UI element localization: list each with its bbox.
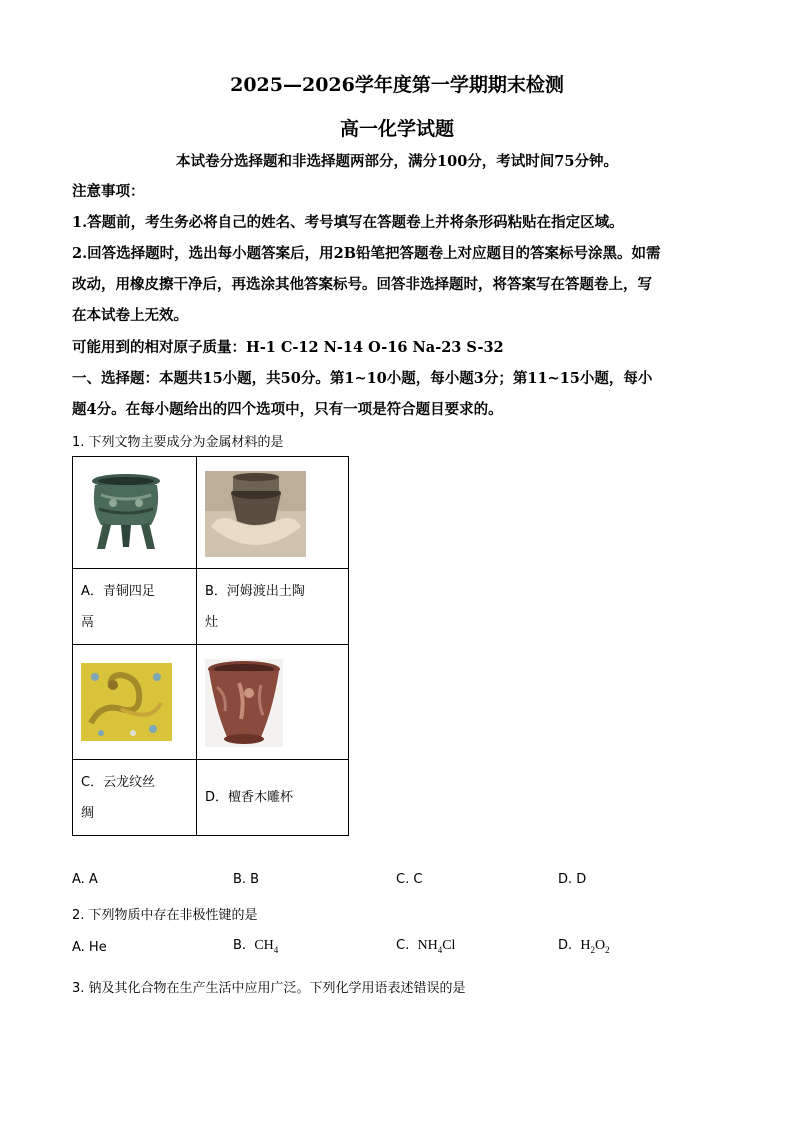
formula-ch4: $CH_4$ [254, 938, 279, 955]
q2-option-b-letter: B. [233, 938, 247, 953]
sandalwood-cup-image [205, 659, 283, 747]
bronze-vessel-image [81, 469, 171, 555]
page-title: 2025—2026学年度第一学期期末检测 [230, 74, 564, 96]
relics-table [72, 456, 349, 836]
relic-b-label-line2: 灶 [205, 614, 219, 630]
relic-c-label-cell [73, 760, 197, 836]
silk-dragon-image [81, 663, 172, 741]
q1-option-b[interactable]: B. B [233, 872, 260, 887]
relic-b-label-cell [197, 569, 349, 645]
page-subtitle: 高一化学试题 [339, 118, 454, 140]
notice-heading: 注意事项： [72, 183, 145, 200]
q2-option-c[interactable] [396, 938, 455, 955]
relic-a-label-cell [73, 569, 197, 645]
relic-a-label-line2: 鬲 [81, 614, 95, 630]
q1-option-a[interactable]: A. A [72, 872, 98, 887]
section1-line1: 一、选择题：本题共15小题，共50分。第1~10小题，每小题3分；第11~15小题，每小 [72, 370, 653, 387]
notice-item-2-end: 在本试卷上无效。 [72, 307, 188, 324]
question-3-stem: 3. 钠及其化合物在生产生活中应用广泛。下列化学用语表述错误的是 [72, 981, 466, 996]
formula-h2o2: $H_2O_2$ [580, 938, 610, 955]
formula-nh4cl: $NH_4Cl$ [417, 938, 456, 955]
question-2-stem: 2. 下列物质中存在非极性键的是 [72, 908, 258, 923]
q2-option-d[interactable] [558, 938, 610, 955]
relic-c-label-line2: 绸 [81, 805, 95, 821]
notice-item-1: 1.答题前，考生务必将自己的姓名、考号填写在答题卷上并将条形码粘贴在指定区域。 [72, 214, 624, 231]
section1-line2: 题4分。在每小题给出的四个选项中，只有一项是符合题目要求的。 [72, 401, 503, 418]
notice-item-2-cont: 改动，用橡皮擦干净后，再选涂其他答案标号。回答非选择题时，将答案写在答题卷上，写 [72, 276, 652, 293]
relic-d-label-cell [197, 760, 349, 836]
relic-c-image-cell [73, 645, 197, 760]
relic-b-label-line1: B．河姆渡出土陶 [205, 583, 305, 599]
q2-option-d-letter: D. [558, 938, 573, 953]
q2-option-a[interactable]: A. He [72, 940, 107, 955]
relic-a-label-line1: A．青铜四足 [81, 583, 155, 599]
exam-intro: 本试卷分选择题和非选择题两部分，满分100分，考试时间75分钟。 [176, 153, 618, 170]
q2-option-b[interactable] [233, 938, 278, 955]
relic-d-label-line1: D．檀香木雕杯 [205, 790, 294, 805]
q1-option-c[interactable]: C. C [396, 872, 423, 887]
relic-c-label-line1: C．云龙纹丝 [81, 774, 156, 790]
pottery-stove-image [205, 471, 306, 557]
relic-a-image-cell [73, 457, 197, 569]
q2-option-c-letter: C. [396, 938, 410, 953]
notice-item-2: 2.回答选择题时，选出每小题答案后，用2B铅笔把答题卷上对应题目的答案标号涂黑。如需 [72, 245, 661, 262]
relic-b-image-cell [197, 457, 349, 569]
question-1-stem: 1. 下列文物主要成分为金属材料的是 [72, 435, 284, 450]
q1-option-d[interactable]: D. D [558, 872, 587, 887]
relic-d-image-cell [197, 645, 349, 760]
atomic-masses: 可能用到的相对原子质量：H-1 C-12 N-14 O-16 Na-23 S-32 [72, 339, 504, 356]
